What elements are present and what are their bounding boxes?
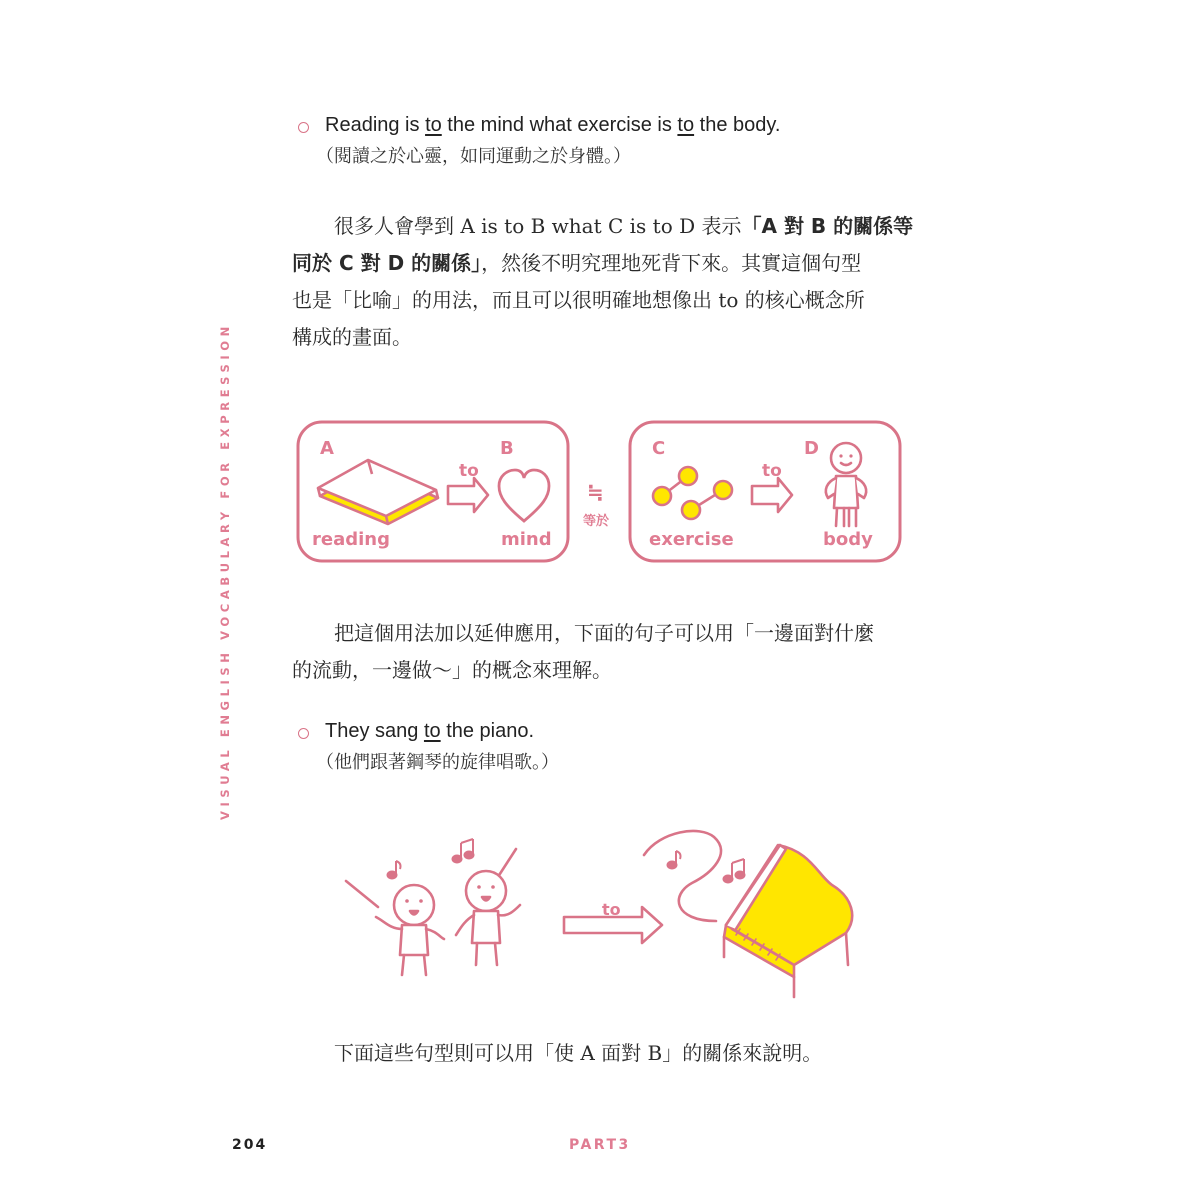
label-a: A <box>320 438 334 459</box>
bullet-icon <box>298 728 309 739</box>
exercise-icon <box>653 467 732 519</box>
side-label: VISUAL ENGLISH VOCABULARY FOR EXPRESSION <box>218 322 232 820</box>
paragraph-3: 下面這些句型則可以用「使 A 面對 B」的關係來說明。 <box>334 1041 823 1065</box>
example-translation: （閱讀之於心靈，如同運動之於身體。） <box>316 146 631 167</box>
label-d: D <box>804 438 819 459</box>
word-reading: reading <box>312 529 390 550</box>
approx-equal-icon: ≒ <box>587 480 604 504</box>
singers-icon <box>346 849 520 975</box>
arrow-label-left: to <box>459 461 479 481</box>
analogy-diagram <box>296 420 906 565</box>
paragraph-1: 很多人會學到 A is to B what C is to D 表示「A 對 B 的關係等 同於 C 對 D 的關係」，然後不明究理地死背下來。其實這個句型 也是「比喻」的用法，而且可以很明確地想像出 to 的核心概念所 構成的畫面。 <box>292 214 914 349</box>
arrow-label: to <box>602 900 621 919</box>
word-exercise: exercise <box>649 529 734 550</box>
example-english: Reading is to the mind what exercise is to the body. <box>325 114 781 136</box>
paragraph-2: 把這個用法加以延伸應用，下面的句子可以用「一邊面對什麼 的流動，一邊做～」的概念來理解。 <box>292 621 874 682</box>
melody-line-icon <box>644 831 721 921</box>
person-icon <box>826 443 866 526</box>
part-label: PART3 <box>569 1137 631 1153</box>
example-english: They sang to the piano. <box>325 720 535 742</box>
bullet-icon <box>298 122 309 133</box>
music-note-icon <box>668 851 745 883</box>
word-body: body <box>823 529 873 550</box>
singing-illustration <box>340 825 870 1005</box>
arrow-label-right: to <box>762 461 782 481</box>
word-mind: mind <box>501 529 552 550</box>
arrow-icon <box>752 478 792 512</box>
arrow-icon <box>448 478 488 512</box>
example-translation: （他們跟著鋼琴的旋律唱歌。） <box>316 752 559 773</box>
heart-icon <box>499 470 549 521</box>
label-b: B <box>500 438 514 459</box>
label-c: C <box>652 438 666 459</box>
book-icon <box>318 460 438 524</box>
page-number: 204 <box>232 1137 268 1153</box>
equal-caption: 等於 <box>583 514 610 529</box>
music-note-icon <box>388 839 474 879</box>
